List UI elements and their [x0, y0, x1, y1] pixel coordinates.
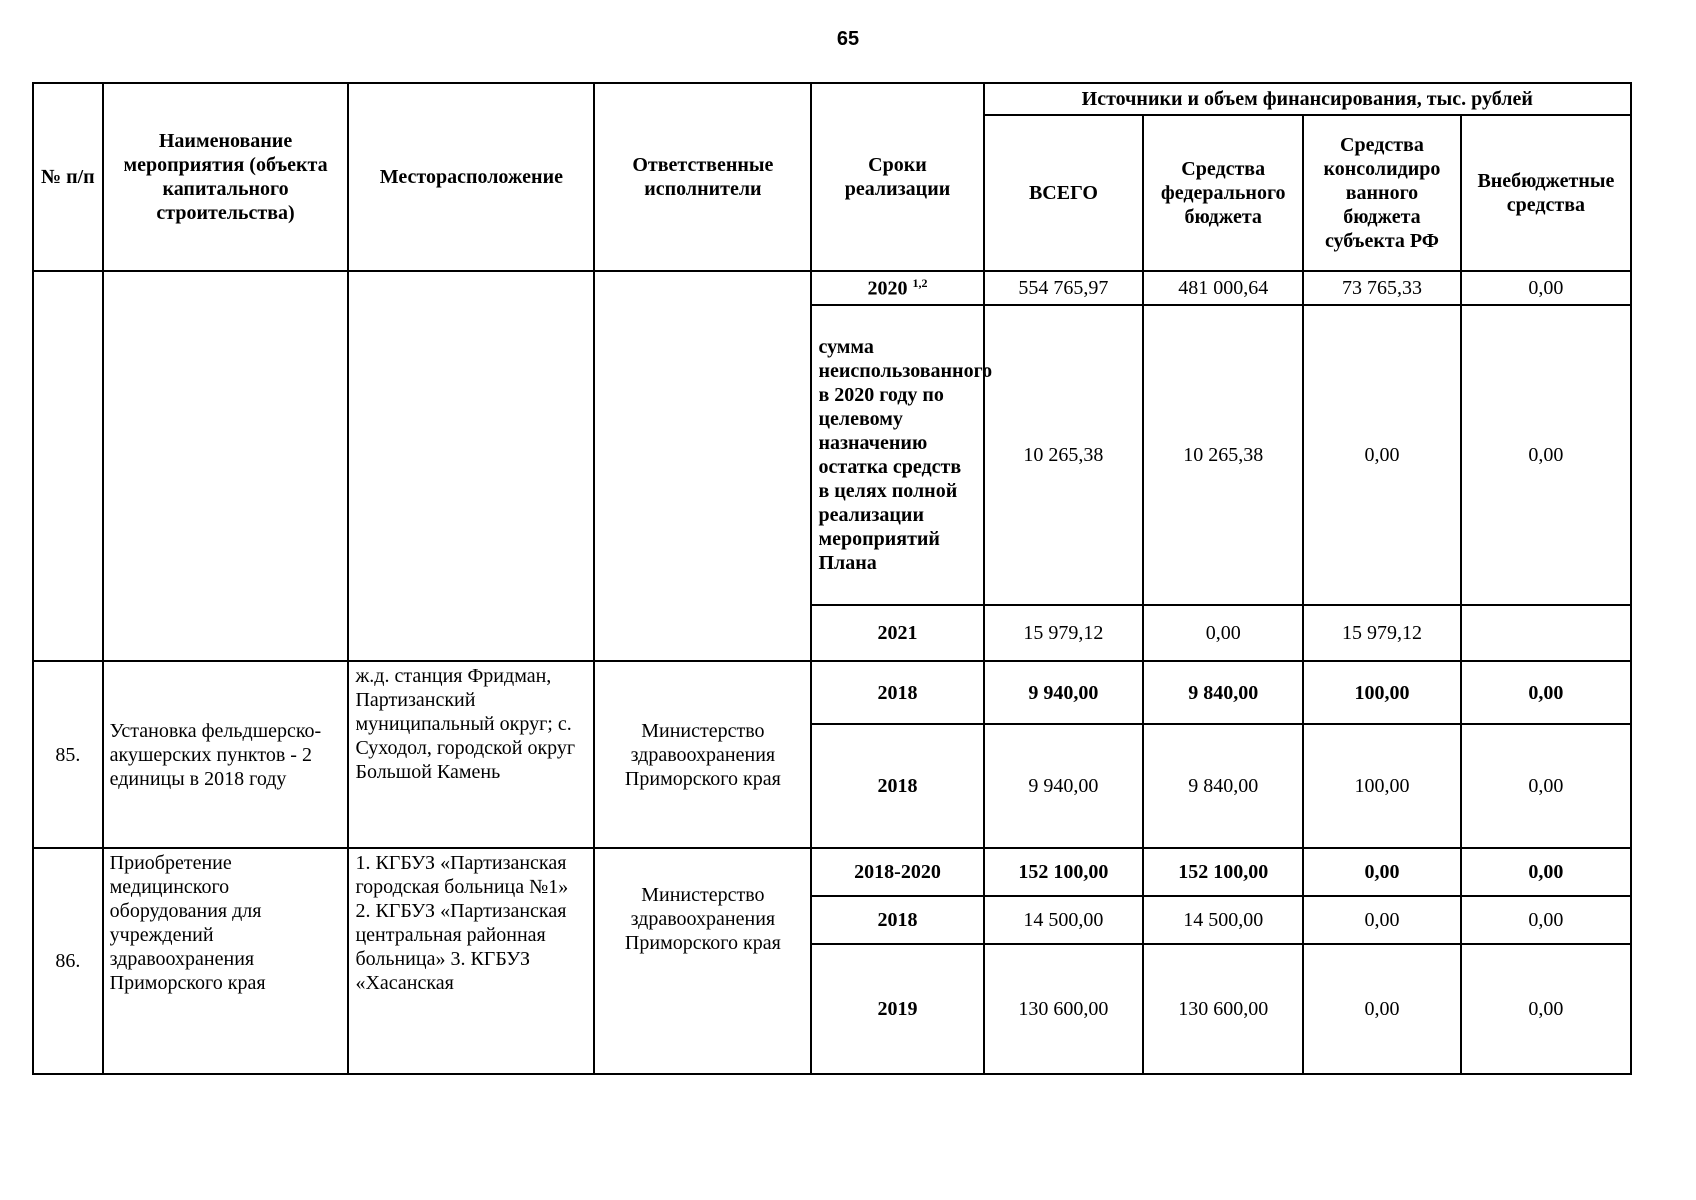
- regional-cell: 0,00: [1303, 848, 1461, 896]
- cont-name-cell: [103, 271, 349, 661]
- period-cell: сумма неиспользованного в 2020 году по целевому назначению остатка средств в целях полной реализации мероприятий Плана: [811, 305, 983, 605]
- item-name: Установка фельдшерско-акушерских пунктов - 2 единицы в 2018 году: [103, 661, 349, 848]
- header-total: ВСЕГО: [984, 115, 1144, 271]
- header-row-1: [33, 83, 1631, 115]
- header-extra: Внебюджетные средства: [1461, 115, 1631, 271]
- financing-table: [32, 82, 1632, 1075]
- item-responsible: Министерство здравоохранения Приморского края: [594, 661, 811, 848]
- federal-cell: 14 500,00: [1143, 896, 1303, 944]
- header-location: Месторасположение: [348, 83, 594, 271]
- regional-cell: 100,00: [1303, 724, 1461, 848]
- footnote-marker: 1,2: [912, 275, 928, 290]
- table-row: [33, 271, 1631, 305]
- extra-cell: 0,00: [1461, 848, 1631, 896]
- federal-cell: 10 265,38: [1143, 305, 1303, 605]
- federal-cell: 9 840,00: [1143, 661, 1303, 724]
- federal-cell: 0,00: [1143, 605, 1303, 661]
- period-cell: [811, 271, 983, 305]
- regional-cell: 0,00: [1303, 896, 1461, 944]
- page-number: 65: [836, 28, 860, 50]
- regional-cell: 100,00: [1303, 661, 1461, 724]
- total-cell: 10 265,38: [984, 305, 1144, 605]
- header-name: Наименование мероприятия (объекта капитального строительства): [103, 83, 349, 271]
- federal-cell: 9 840,00: [1143, 724, 1303, 848]
- item-responsible: Министерство здравоохранения Приморского края: [594, 848, 811, 1074]
- period-cell: 2021: [811, 605, 983, 661]
- extra-cell: 0,00: [1461, 896, 1631, 944]
- extra-cell: 0,00: [1461, 944, 1631, 1074]
- item-location: 1. КГБУЗ «Партизанская городская больница №1» 2. КГБУЗ «Партизанская центральная районная больница» 3. КГБУЗ «Хасанская: [348, 848, 594, 1074]
- header-period: Сроки реализации: [811, 83, 983, 271]
- period-cell: 2018: [811, 896, 983, 944]
- header-federal: Средства федерального бюджета: [1143, 115, 1303, 271]
- regional-cell: 73 765,33: [1303, 271, 1461, 305]
- regional-cell: 0,00: [1303, 944, 1461, 1074]
- extra-cell: [1461, 605, 1631, 661]
- header-funding-group: Источники и объем финансирования, тыс. рублей: [984, 83, 1631, 115]
- regional-cell: 15 979,12: [1303, 605, 1461, 661]
- total-cell: 14 500,00: [984, 896, 1144, 944]
- period-cell: 2018-2020: [811, 848, 983, 896]
- cont-responsible-cell: [594, 271, 811, 661]
- cont-location-cell: [348, 271, 594, 661]
- total-cell: 9 940,00: [984, 661, 1144, 724]
- table-row: [33, 848, 1631, 896]
- extra-cell: 0,00: [1461, 661, 1631, 724]
- header-responsible: Ответственные исполнители: [594, 83, 811, 271]
- cont-no-cell: [33, 271, 103, 661]
- period-cell: 2019: [811, 944, 983, 1074]
- federal-cell: 152 100,00: [1143, 848, 1303, 896]
- total-cell: 130 600,00: [984, 944, 1144, 1074]
- item-number: 86.: [33, 848, 103, 1074]
- regional-cell: 0,00: [1303, 305, 1461, 605]
- total-cell: 152 100,00: [984, 848, 1144, 896]
- period-cell: 2018: [811, 661, 983, 724]
- item-name: Приобретение медицинского оборудования для учреждений здравоохранения Приморского края: [103, 848, 349, 1074]
- item-location: ж.д. станция Фридман, Партизанский муниципальный округ; с. Суходол, городской округ Большой Камень: [348, 661, 594, 848]
- item-number: 85.: [33, 661, 103, 848]
- extra-cell: 0,00: [1461, 305, 1631, 605]
- extra-cell: 0,00: [1461, 271, 1631, 305]
- header-no: № п/п: [33, 83, 103, 271]
- total-cell: 554 765,97: [984, 271, 1144, 305]
- table-row: [33, 661, 1631, 724]
- total-cell: 15 979,12: [984, 605, 1144, 661]
- header-regional: Средства консолидиро ванного бюджета субъекта РФ: [1303, 115, 1461, 271]
- extra-cell: 0,00: [1461, 724, 1631, 848]
- total-cell: 9 940,00: [984, 724, 1144, 848]
- period-cell: 2018: [811, 724, 983, 848]
- period-text: 2020: [867, 277, 908, 300]
- federal-cell: 481 000,64: [1143, 271, 1303, 305]
- federal-cell: 130 600,00: [1143, 944, 1303, 1074]
